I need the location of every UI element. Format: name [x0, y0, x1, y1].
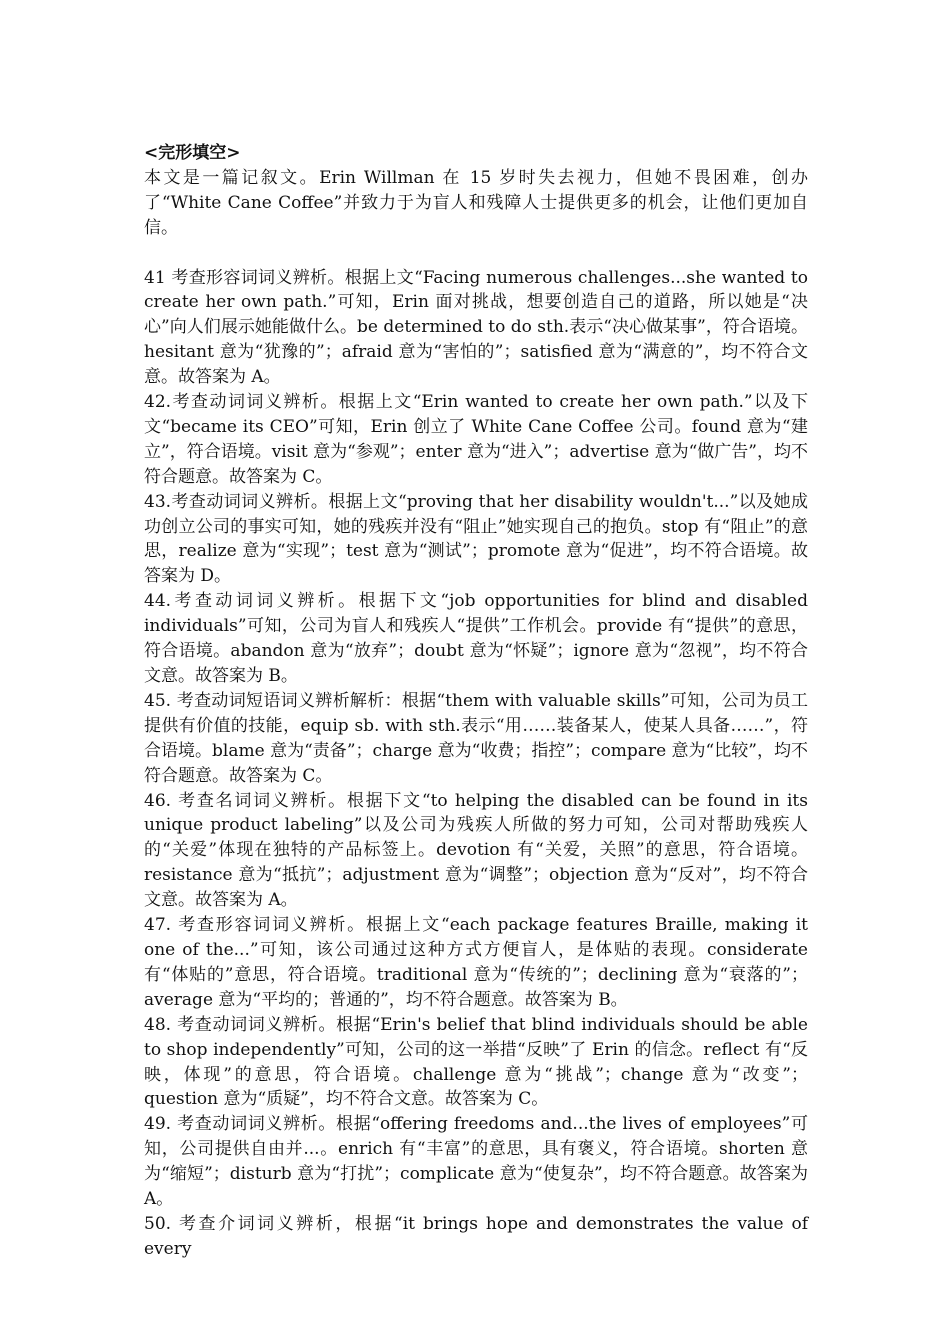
- passage-intro: 本文是一篇记叙文。Erin Willman 在 15 岁时失去视力，但她不畏困难，创办了“White Cane Coffee”并致力于为盲人和残障人士提供更多的机会，让他们更加自信。: [144, 167, 808, 238]
- answer-explanation-49: 49. 考查动词词义辨析。根据“offering freedoms and...the lives of employees”可知，公司提供自由并...。enrich 有“丰富”的意思，具有褒义，符合语境。shorten 意为“缩短”；disturb 意为“打扰”；complicate 意为“使复杂”，均不符合题意。故答案为 A。: [144, 1114, 808, 1210]
- answer-explanation-50: 50. 考查介词词义辨析，根据“it brings hope and demonstrates the value of every: [144, 1213, 808, 1259]
- document-page: [144, 141, 808, 1262]
- answer-explanation-41: 41 考查形容词词义辨析。根据上文“Facing numerous challenges...she wanted to create her own path.”可知，Erin 面对挑战，想要创造自己的道路，所以她是“决心”向人们展示她能做什么。be determined to do sth.表示“决心做某事”，符合语境。hesitant 意为“犹豫的”；afraid 意为“害怕的”；satisfied 意为“满意的”，均不符合文意。故答案为 A。: [144, 267, 808, 388]
- answer-explanation-42: 42.考查动词词义辨析。根据上文“Erin wanted to create her own path.”以及下文“became its CEO”可知，Erin 创立了 White Cane Coffee 公司。found 意为“建立”，符合语境。visit 意为“参观”；enter 意为“进入”；advertise 意为“做广告”，均不符合题意。故答案为 C。: [144, 392, 808, 487]
- answer-explanation-47: 47. 考查形容词词义辨析。根据上文“each package features Braille, making it one of the...”可知，该公司通过这种方式方便盲人，是体贴的表现。considerate 有“体贴的”意思，符合语境。traditional 意为“传统的”；declining 意为“衰落的”；average 意为“平均的；普通的”，均不符合题意。故答案为 B。: [144, 915, 808, 1010]
- blank-line: [144, 241, 808, 266]
- answer-explanation-48: 48. 考查动词词义辨析。根据“Erin's belief that blind individuals should be able to shop independently”可知，公司的这一举措“反映”了 Erin 的信念。reflect 有“反映，体现”的意思，符合语境。challenge 意为“挑战”；change 意为“改变”；question 意为“质疑”，均不符合文意。故答案为 C。: [144, 1014, 808, 1110]
- answer-explanation-43: 43.考查动词词义辨析。根据上文“proving that her disability wouldn't...”以及她成功创立公司的事实可知，她的残疾并没有“阻止”她实现自己的抱负。stop 有“阻止”的意思，realize 意为“实现”；test 意为“测试”；promote 意为“促进”，均不符合语境。故答案为 D。: [144, 491, 808, 587]
- section-heading: <完形填空>: [144, 143, 241, 163]
- answer-explanation-46: 46. 考查名词词义辨析。根据下文“to helping the disabled can be found in its unique product labeling”以及公司为残疾人所做的努力可知，公司对帮助残疾人的“关爱”体现在独特的产品标签上。devotion 有“关爱，关照”的意思，符合语境。resistance 意为“抵抗”；adjustment 意为“调整”；objection 意为“反对”，均不符合文意。故答案为 A。: [144, 790, 808, 911]
- answer-explanation-44: 44.考查动词词义辨析。根据下文“job opportunities for blind and disabled individuals”可知，公司为盲人和残疾人“提供”工作机会。provide 有“提供”的意思，符合语境。abandon 意为“放弃”；doubt 意为“怀疑”；ignore 意为“忽视”，均不符合文意。故答案为 B。: [144, 591, 808, 687]
- answer-explanation-45: 45. 考查动词短语词义辨析解析：根据“them with valuable skills”可知，公司为员工提供有价值的技能，equip sb. with sth.表示“用……装备某人，使某人具备……”，符合语境。blame 意为“责备”；charge 意为“收费；指控”；compare 意为“比较”，均不符合题意。故答案为 C。: [144, 690, 808, 786]
